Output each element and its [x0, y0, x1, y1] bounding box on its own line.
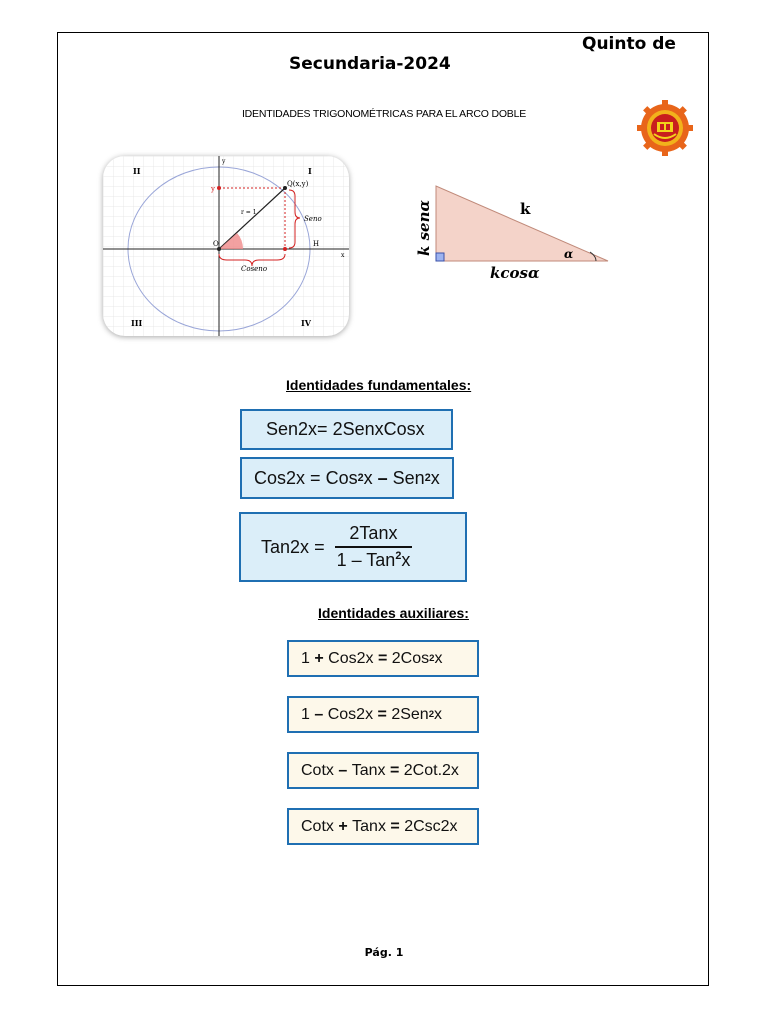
- section-title-auxiliares: Identidades auxiliares:: [318, 605, 469, 621]
- quadrant-label: II: [133, 166, 141, 176]
- right-triangle-figure: [410, 178, 615, 288]
- term: Tanx: [352, 817, 386, 835]
- formula-cos2x-term-a: Cos: [325, 467, 358, 488]
- equals-sign: =: [390, 817, 400, 835]
- formula-aux-4: [287, 808, 479, 845]
- axis-x-label: x: [341, 252, 345, 259]
- formula-cos2x-lhs: Cos2x: [254, 467, 306, 488]
- fraction: [335, 523, 413, 571]
- variable: x: [401, 550, 411, 570]
- origin-label: O: [213, 240, 219, 248]
- axis-y-label: y: [222, 158, 226, 165]
- equals-sign: =: [377, 649, 388, 667]
- term: 2Csc2x: [404, 817, 458, 835]
- quadrant-label: III: [131, 318, 143, 328]
- formula-cos2x: Cos2x = Cos 2 x – Sen 2 x: [240, 457, 454, 499]
- point-label: Q(x,y): [287, 180, 309, 188]
- minus-sign: –: [314, 705, 324, 723]
- page-number: Pág. 1: [364, 946, 404, 959]
- fraction-numerator: 2Tanx: [349, 523, 398, 543]
- term: Tanx: [351, 761, 386, 779]
- variable: x: [434, 705, 443, 723]
- subtitle-text: IDENTIDADES TRIGONOMÉTRICAS PARA EL ARCO DOBLE: [241, 108, 527, 120]
- unit-circle-figure: [103, 156, 349, 336]
- seno-label: Seno: [304, 215, 322, 223]
- adjacent-label: kcosα: [490, 264, 540, 282]
- term: 1: [301, 649, 310, 667]
- variable: x: [434, 649, 443, 667]
- angle-label: α: [564, 247, 574, 261]
- variable: x: [363, 467, 373, 488]
- equals-sign: =: [377, 705, 387, 723]
- formula-sen2x-rhs: 2SenxCosx: [332, 419, 425, 439]
- y-label: y: [211, 185, 215, 193]
- denominator-text: 1 – Tan: [336, 550, 396, 570]
- quadrant-label: IV: [301, 318, 311, 328]
- plus-sign: +: [338, 817, 348, 835]
- formula-tan2x: [239, 512, 467, 582]
- coseno-label: Coseno: [241, 265, 268, 273]
- formula-aux-3: [287, 752, 479, 789]
- equals-sign: =: [389, 761, 400, 779]
- term: 2Cot.2x: [403, 761, 459, 779]
- equals-sign: =: [310, 467, 321, 488]
- formula-tan2x-lhs: Tan2x: [261, 536, 310, 557]
- term: Cotx: [301, 761, 334, 779]
- section-title-fundamentales: Identidades fundamentales:: [286, 377, 472, 393]
- term: 1: [301, 705, 310, 723]
- fraction-denominator: [335, 546, 413, 571]
- header-grade: Quinto de: [582, 34, 676, 54]
- formula-aux-1: 1 + Cos2x = 2Cos 2 x: [287, 640, 479, 677]
- term: Cos2x: [328, 649, 374, 667]
- minus-sign: –: [377, 467, 388, 488]
- opposite-label: k senα: [415, 199, 433, 256]
- formula-sen2x: [240, 409, 453, 450]
- school-badge-icon: [637, 100, 693, 156]
- term: Cos2x: [327, 705, 374, 723]
- radius-label: r = 1: [241, 209, 257, 216]
- h-label: H: [313, 240, 320, 248]
- formula-aux-2: 1 – Cos2x = 2Sen 2 x: [287, 696, 479, 733]
- formula-cos2x-term-b: Sen: [392, 467, 425, 488]
- exponent: 2: [395, 550, 402, 562]
- term: Cotx: [301, 817, 334, 835]
- term: 2Cos: [391, 649, 430, 667]
- header-year: Secundaria-2024: [289, 54, 451, 74]
- quadrant-label: I: [308, 166, 312, 176]
- equals-sign: =: [314, 536, 325, 557]
- hypotenuse-label: k: [520, 200, 531, 218]
- plus-sign: +: [314, 649, 324, 667]
- minus-sign: –: [338, 761, 348, 779]
- term: 2Sen: [391, 705, 429, 723]
- formula-sen2x-lhs: Sen2x=: [266, 419, 328, 439]
- variable: x: [430, 467, 440, 488]
